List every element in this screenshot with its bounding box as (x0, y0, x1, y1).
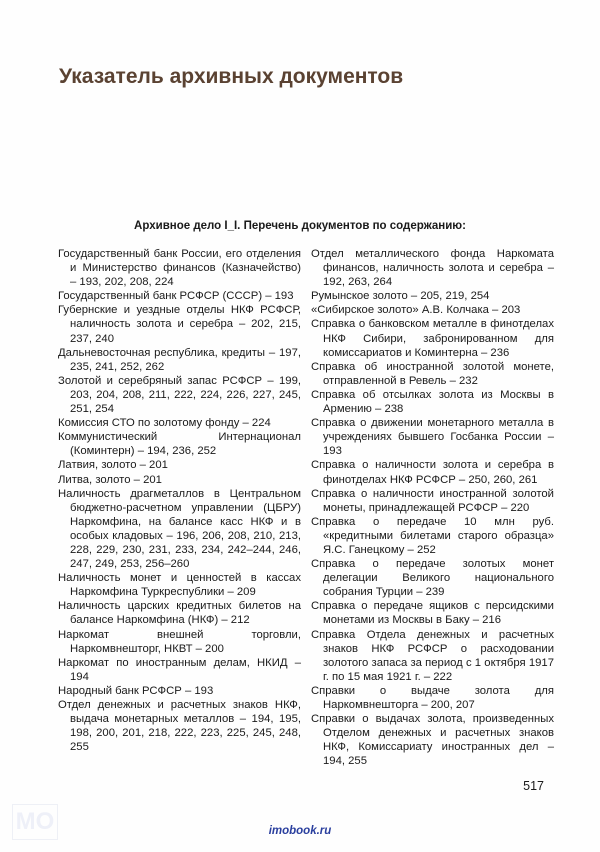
index-entry: Справка Отдела денежных и расчетных знаков НКФ РСФСР о расходовании золотого запаса за период с 1 октября 1917 г. по 15 мая 1921 г. – 222 (311, 628, 554, 683)
index-entry: Губернские и уездные отделы НКФ РСФСР, наличность золота и серебра – 202, 215, 237, 240 (58, 304, 301, 345)
index-column-left (58, 247, 301, 754)
index-entry: «Сибирское золото» А.В. Колчака – 203 (311, 304, 521, 317)
index-entry: Латвия, золото – 201 (58, 459, 168, 472)
index-entry: Справка о наличности золота и серебра в финотделах НКФ РСФСР – 250, 260, 261 (311, 459, 554, 486)
index-entry: Наркомат по иностранным делам, НКИД – 194 (58, 656, 301, 683)
index-entry: Справка о передаче 10 млн руб. «кредитными билетами старого образца» Я.С. Ганецкому – 252 (311, 515, 554, 556)
index-entry: Справки о выдаче золота для Наркомвнешторга – 200, 207 (311, 684, 554, 711)
index-entry: Справка об отсылках золота из Москвы в Армению – 238 (311, 388, 554, 416)
index-entry: Справка о передаче золотых монет делегации Великого национального собрания Турции – 239 (311, 558, 554, 599)
index-entry: Золотой и серебряный запас РСФСР – 199, 203, 204, 208, 211, 222, 224, 226, 227, 245, 251, 254 (58, 374, 301, 416)
index-entry: Наличность монет и ценностей в кассах Наркомфина Туркреспублики – 209 (58, 572, 301, 599)
index-entry: Отдел денежных и расчетных знаков НКФ, выдача монетарных металлов – 194, 195, 198, 200, 201, 218, 222, 223, 225, 245, 248, 255 (58, 699, 301, 754)
page-footer (0, 802, 600, 852)
index-entry: Справка о передаче ящиков с персидскими монетами из Москвы в Баку – 216 (311, 600, 554, 627)
index-entry: Дальневосточная республика, кредиты – 197, 235, 241, 252, 262 (58, 346, 301, 373)
index-entry: Наличность царских кредитных билетов на балансе Наркомфина (НКФ) – 212 (58, 600, 301, 627)
page-title: Указатель архивных документов (59, 65, 404, 88)
site-link[interactable]: imobook.ru (268, 825, 332, 838)
index-entry: Отдел металлического фонда Наркомата финансов, наличность золота и серебра – 192, 263, 264 (311, 248, 554, 289)
index-entry: Справки о выдачах золота, произведенных Отделом денежных и расчетных знаков НКФ, Комиссариату иностранных дел – 194, 255 (311, 713, 554, 768)
index-entry: Наркомат внешней торговли, Наркомвнешторг, НКВТ – 200 (58, 628, 301, 655)
page-number: 517 (523, 779, 544, 794)
index-entry: Справка о наличности иностранной золотой монеты, принадлежащей РСФСР – 220 (311, 487, 554, 514)
index-entry: Справка об иностранной золотой монете, отправленной в Ревель – 232 (311, 360, 554, 387)
index-column-right-entries (311, 247, 554, 768)
watermark-logo: МО (12, 804, 58, 840)
section-subtitle: Архивное дело I_I. Перечень документов по содержанию: (134, 220, 466, 232)
index-entry: Государственный банк РСФСР (СССР) – 193 (58, 290, 294, 303)
index-column-right (311, 247, 554, 794)
index-entry: Литва, золото – 201 (58, 473, 162, 486)
index-entry: Румынское золото – 205, 219, 254 (311, 290, 490, 303)
spacer (0, 794, 600, 802)
index-entry: Справка о движении монетарного металла в учреждениях бывшего Госбанка России – 193 (311, 417, 554, 458)
index-entry: Народный банк РСФСР – 193 (58, 684, 214, 697)
index-columns (58, 247, 600, 794)
index-entry: Комиссия СТО по золотому фонду – 224 (58, 417, 271, 430)
index-entry: Государственный банк России, его отделения и Министерство финансов (Казначейство) – 193, 202, 208, 224 (58, 248, 301, 289)
index-entry: Справка о банковском металле в финотделах НКФ Сибири, забронированном для комиссариатов и Коминтерна – 236 (311, 318, 554, 359)
index-entry: Коммунистический Интернационал (Коминтерн) – 194, 236, 252 (58, 431, 301, 458)
index-entry: Наличность драгметаллов в Центральном бюджетно-расчетном управлении (ЦБРУ) Наркомфина, на балансе касс НКФ и в особых кладовых – 196, 206, 208, 210, 213, 228, 229, 230, 231, 233, 234, 242–244, 246, 247, 249, 253, 256–260 (58, 487, 301, 571)
